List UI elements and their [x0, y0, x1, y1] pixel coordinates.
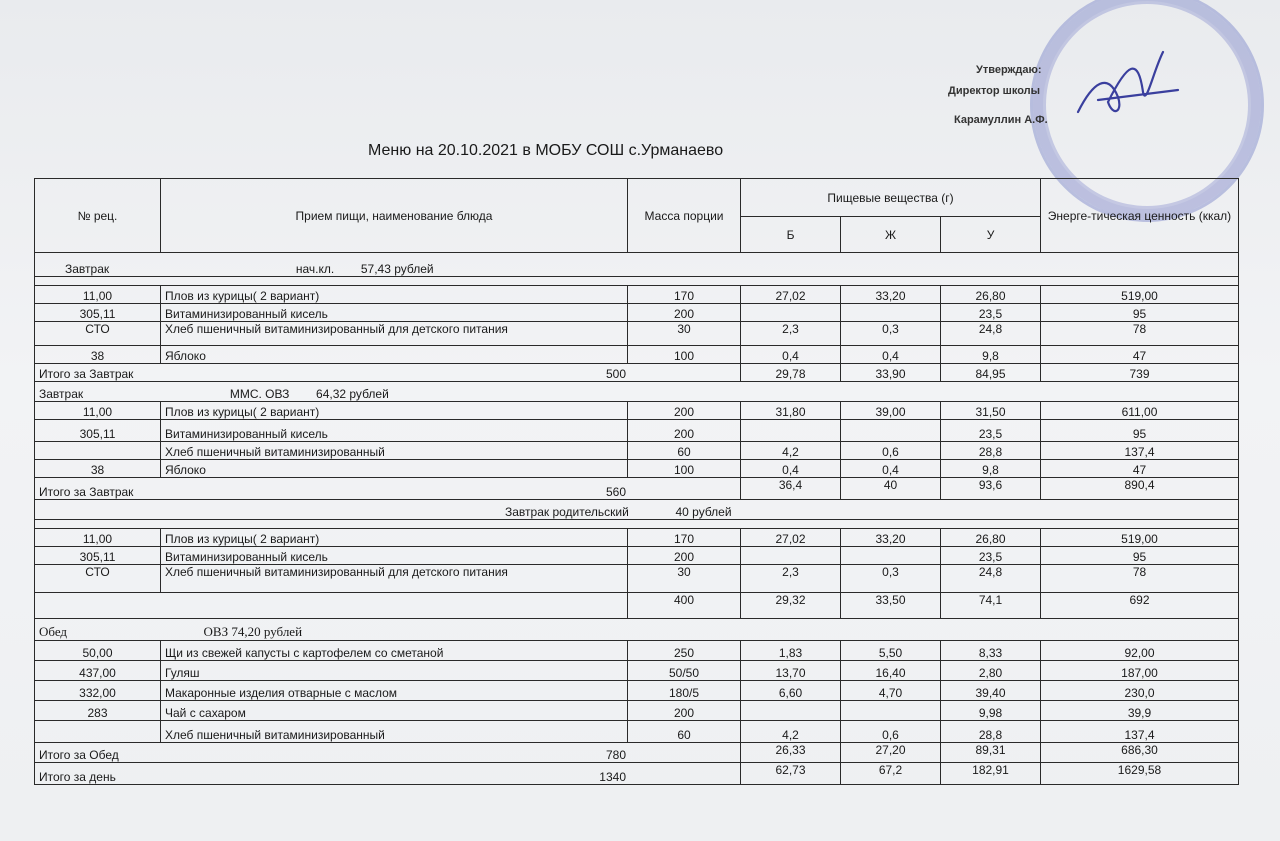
cell-zh: 33,20: [841, 286, 941, 304]
total-row: [35, 763, 1239, 785]
cell-e: 39,9: [1041, 701, 1239, 721]
cell-name: Яблоко: [161, 460, 628, 478]
cell-mass: 30: [628, 565, 741, 593]
cell-e: 230,0: [1041, 681, 1239, 701]
section-sub: ММС. ОВЗ: [229, 387, 290, 401]
cell-b: [741, 701, 841, 721]
table-row: [35, 322, 1239, 346]
cell-name: Чай с сахаром: [161, 701, 628, 721]
cell-b: 2,3: [741, 322, 841, 346]
cell-b: 13,70: [741, 661, 841, 681]
approval-line-2: Директор школы: [948, 85, 1041, 97]
cell-num: 11,00: [35, 286, 161, 304]
cell-name: Хлеб пшеничный витаминизированный для детского питания: [161, 322, 628, 346]
cell-num: 50,00: [35, 641, 161, 661]
cell-mass: 60: [628, 442, 741, 460]
cell-u: 2,80: [941, 661, 1041, 681]
cell-u: 9,8: [941, 346, 1041, 364]
cell-e: 519,00: [1041, 286, 1239, 304]
cell-e: 47: [1041, 346, 1239, 364]
total-label: Итого за Завтрак: [39, 367, 134, 381]
cell-u: 26,80: [941, 286, 1041, 304]
cell-mass: 30: [628, 322, 741, 346]
cell-mass: 170: [628, 529, 741, 547]
table-row: [35, 565, 1239, 593]
cell-zh: 0,6: [841, 721, 941, 743]
cell-e: 92,00: [1041, 641, 1239, 661]
cell-zh: [841, 547, 941, 565]
header-mass: Масса порции: [628, 179, 741, 253]
cell-u: 89,31: [941, 743, 1041, 763]
approval-line-3: Карамуллин А.Ф.: [954, 114, 1048, 126]
cell-e: 519,00: [1041, 529, 1239, 547]
cell-e: 137,4: [1041, 442, 1239, 460]
section-label: Завтрак: [39, 387, 84, 401]
cell-u: 28,8: [941, 442, 1041, 460]
cell-mass: 200: [628, 304, 741, 322]
section-price: 64,32 рублей: [316, 387, 389, 401]
cell-mass: 100: [628, 460, 741, 478]
cell-zh: 39,00: [841, 402, 941, 420]
cell-zh: 5,50: [841, 641, 941, 661]
cell-u: 8,33: [941, 641, 1041, 661]
table-row: [35, 701, 1239, 721]
total-row: [35, 593, 1239, 619]
table-row: [35, 681, 1239, 701]
table-row: [35, 641, 1239, 661]
cell-mass: 200: [628, 547, 741, 565]
cell-num: 305,11: [35, 547, 161, 565]
cell-u: 74,1: [941, 593, 1041, 619]
total-row: [35, 743, 1239, 763]
total-mass: 560: [605, 485, 626, 499]
total-label: Итого за Завтрак: [39, 485, 134, 499]
total-mass: 400: [628, 593, 741, 619]
cell-name: Хлеб пшеничный витаминизированный: [161, 442, 628, 460]
table-row: [35, 420, 1239, 442]
cell-b: 0,4: [741, 460, 841, 478]
cell-b: [741, 547, 841, 565]
cell-u: 23,5: [941, 304, 1041, 322]
section-sub: ОВЗ 74,20 рублей: [203, 624, 303, 639]
cell-b: 26,33: [741, 743, 841, 763]
cell-name: Хлеб пшеничный витаминизированный для детского питания: [161, 565, 628, 593]
cell-num: СТО: [35, 322, 161, 346]
cell-zh: 4,70: [841, 681, 941, 701]
section-row: [35, 253, 1239, 277]
table-row: [35, 721, 1239, 743]
cell-num: 38: [35, 346, 161, 364]
cell-name: Витаминизированный кисель: [161, 304, 628, 322]
section-label: Завтрак: [65, 262, 110, 276]
total-row: [35, 364, 1239, 382]
cell-zh: 40: [841, 478, 941, 500]
cell-u: 93,6: [941, 478, 1041, 500]
cell-name: Щи из свежей капусты с картофелем со сметаной: [161, 641, 628, 661]
cell-u: 24,8: [941, 322, 1041, 346]
cell-u: 31,50: [941, 402, 1041, 420]
cell-e: 1629,58: [1041, 763, 1239, 785]
total-label: Итого за день: [39, 770, 116, 784]
cell-b: 29,78: [741, 364, 841, 382]
header-energy: Энерге-тическая ценность (ккал): [1041, 179, 1239, 253]
header-b: Б: [741, 217, 841, 253]
cell-num: 283: [35, 701, 161, 721]
section-row: [35, 619, 1239, 641]
table-row: [35, 304, 1239, 322]
cell-zh: 33,20: [841, 529, 941, 547]
cell-b: [741, 420, 841, 442]
cell-zh: [841, 420, 941, 442]
cell-name: Витаминизированный кисель: [161, 547, 628, 565]
cell-e: 137,4: [1041, 721, 1239, 743]
cell-num: [35, 721, 161, 743]
cell-num: [35, 442, 161, 460]
section-sub: нач.кл.: [295, 262, 335, 276]
table-row: [35, 547, 1239, 565]
cell-name: Плов из курицы( 2 вариант): [161, 402, 628, 420]
approval-block: [948, 60, 1148, 131]
header-num: № рец.: [35, 179, 161, 253]
cell-b: 62,73: [741, 763, 841, 785]
cell-b: 6,60: [741, 681, 841, 701]
section-row: [35, 500, 1239, 520]
cell-mass: 250: [628, 641, 741, 661]
cell-name: Плов из курицы( 2 вариант): [161, 529, 628, 547]
cell-mass: 200: [628, 420, 741, 442]
cell-zh: 0,3: [841, 565, 941, 593]
cell-e: 95: [1041, 547, 1239, 565]
cell-b: 27,02: [741, 529, 841, 547]
cell-zh: 0,3: [841, 322, 941, 346]
cell-name: Хлеб пшеничный витаминизированный: [161, 721, 628, 743]
table-row: [35, 661, 1239, 681]
cell-u: 26,80: [941, 529, 1041, 547]
cell-mass: 200: [628, 402, 741, 420]
cell-num: 437,00: [35, 661, 161, 681]
section-price: 40 рублей: [675, 505, 732, 519]
header-meal: Прием пищи, наименование блюда: [161, 179, 628, 253]
cell-zh: 33,90: [841, 364, 941, 382]
cell-zh: [841, 304, 941, 322]
section-row: [35, 382, 1239, 402]
cell-zh: 16,40: [841, 661, 941, 681]
cell-u: 84,95: [941, 364, 1041, 382]
section-label: Завтрак родительский: [505, 505, 629, 519]
total-mass: 1340: [599, 770, 626, 784]
cell-e: 78: [1041, 565, 1239, 593]
cell-zh: 33,50: [841, 593, 941, 619]
cell-b: 4,2: [741, 442, 841, 460]
section-price: 57,43 рублей: [360, 262, 434, 276]
cell-u: 23,5: [941, 420, 1041, 442]
cell-num: 11,00: [35, 529, 161, 547]
cell-u: 23,5: [941, 547, 1041, 565]
cell-num: СТО: [35, 565, 161, 593]
total-mass: 500: [605, 367, 626, 381]
cell-mass: 50/50: [628, 661, 741, 681]
menu-table: [34, 178, 1239, 785]
cell-name: Яблоко: [161, 346, 628, 364]
cell-e: 78: [1041, 322, 1239, 346]
table-row: [35, 402, 1239, 420]
page-title: Меню на 20.10.2021 в МОБУ СОШ с.Урманаево: [368, 142, 724, 159]
cell-num: 11,00: [35, 402, 161, 420]
cell-mass: 170: [628, 286, 741, 304]
cell-num: 305,11: [35, 420, 161, 442]
cell-zh: 27,20: [841, 743, 941, 763]
header-zh: Ж: [841, 217, 941, 253]
cell-zh: 0,4: [841, 460, 941, 478]
cell-mass: 180/5: [628, 681, 741, 701]
table-row: [35, 346, 1239, 364]
total-row: [35, 478, 1239, 500]
cell-name: Гуляш: [161, 661, 628, 681]
cell-e: 95: [1041, 304, 1239, 322]
cell-e: 95: [1041, 420, 1239, 442]
cell-e: 686,30: [1041, 743, 1239, 763]
table-row: [35, 286, 1239, 304]
cell-zh: [841, 701, 941, 721]
cell-e: 47: [1041, 460, 1239, 478]
cell-b: 27,02: [741, 286, 841, 304]
cell-b: 0,4: [741, 346, 841, 364]
cell-u: 9,98: [941, 701, 1041, 721]
cell-e: 692: [1041, 593, 1239, 619]
cell-u: 9,8: [941, 460, 1041, 478]
table-header-row: [35, 179, 1239, 217]
header-u: У: [941, 217, 1041, 253]
cell-name: Плов из курицы( 2 вариант): [161, 286, 628, 304]
table-row: [35, 442, 1239, 460]
cell-zh: 0,4: [841, 346, 941, 364]
cell-num: 38: [35, 460, 161, 478]
cell-b: 29,32: [741, 593, 841, 619]
cell-b: 31,80: [741, 402, 841, 420]
total-mass: 780: [605, 748, 626, 762]
cell-b: [741, 304, 841, 322]
cell-b: 4,2: [741, 721, 841, 743]
cell-e: 611,00: [1041, 402, 1239, 420]
cell-b: 2,3: [741, 565, 841, 593]
cell-zh: 0,6: [841, 442, 941, 460]
cell-name: Витаминизированный кисель: [161, 420, 628, 442]
cell-num: 332,00: [35, 681, 161, 701]
cell-e: 739: [1041, 364, 1239, 382]
section-label: Обед: [39, 624, 68, 639]
cell-e: 187,00: [1041, 661, 1239, 681]
cell-b: 1,83: [741, 641, 841, 661]
cell-name: Макаронные изделия отварные с маслом: [161, 681, 628, 701]
cell-mass: 200: [628, 701, 741, 721]
header-nutrients: Пищевые вещества (г): [741, 179, 1041, 217]
cell-u: 182,91: [941, 763, 1041, 785]
cell-e: 890,4: [1041, 478, 1239, 500]
cell-zh: 67,2: [841, 763, 941, 785]
cell-u: 28,8: [941, 721, 1041, 743]
cell-num: 305,11: [35, 304, 161, 322]
table-row: [35, 529, 1239, 547]
cell-mass: 60: [628, 721, 741, 743]
cell-u: 39,40: [941, 681, 1041, 701]
cell-u: 24,8: [941, 565, 1041, 593]
cell-mass: 100: [628, 346, 741, 364]
total-label: Итого за Обед: [39, 748, 119, 762]
approval-line-1: Утверждаю:: [976, 64, 1042, 76]
table-row: [35, 460, 1239, 478]
cell-b: 36,4: [741, 478, 841, 500]
